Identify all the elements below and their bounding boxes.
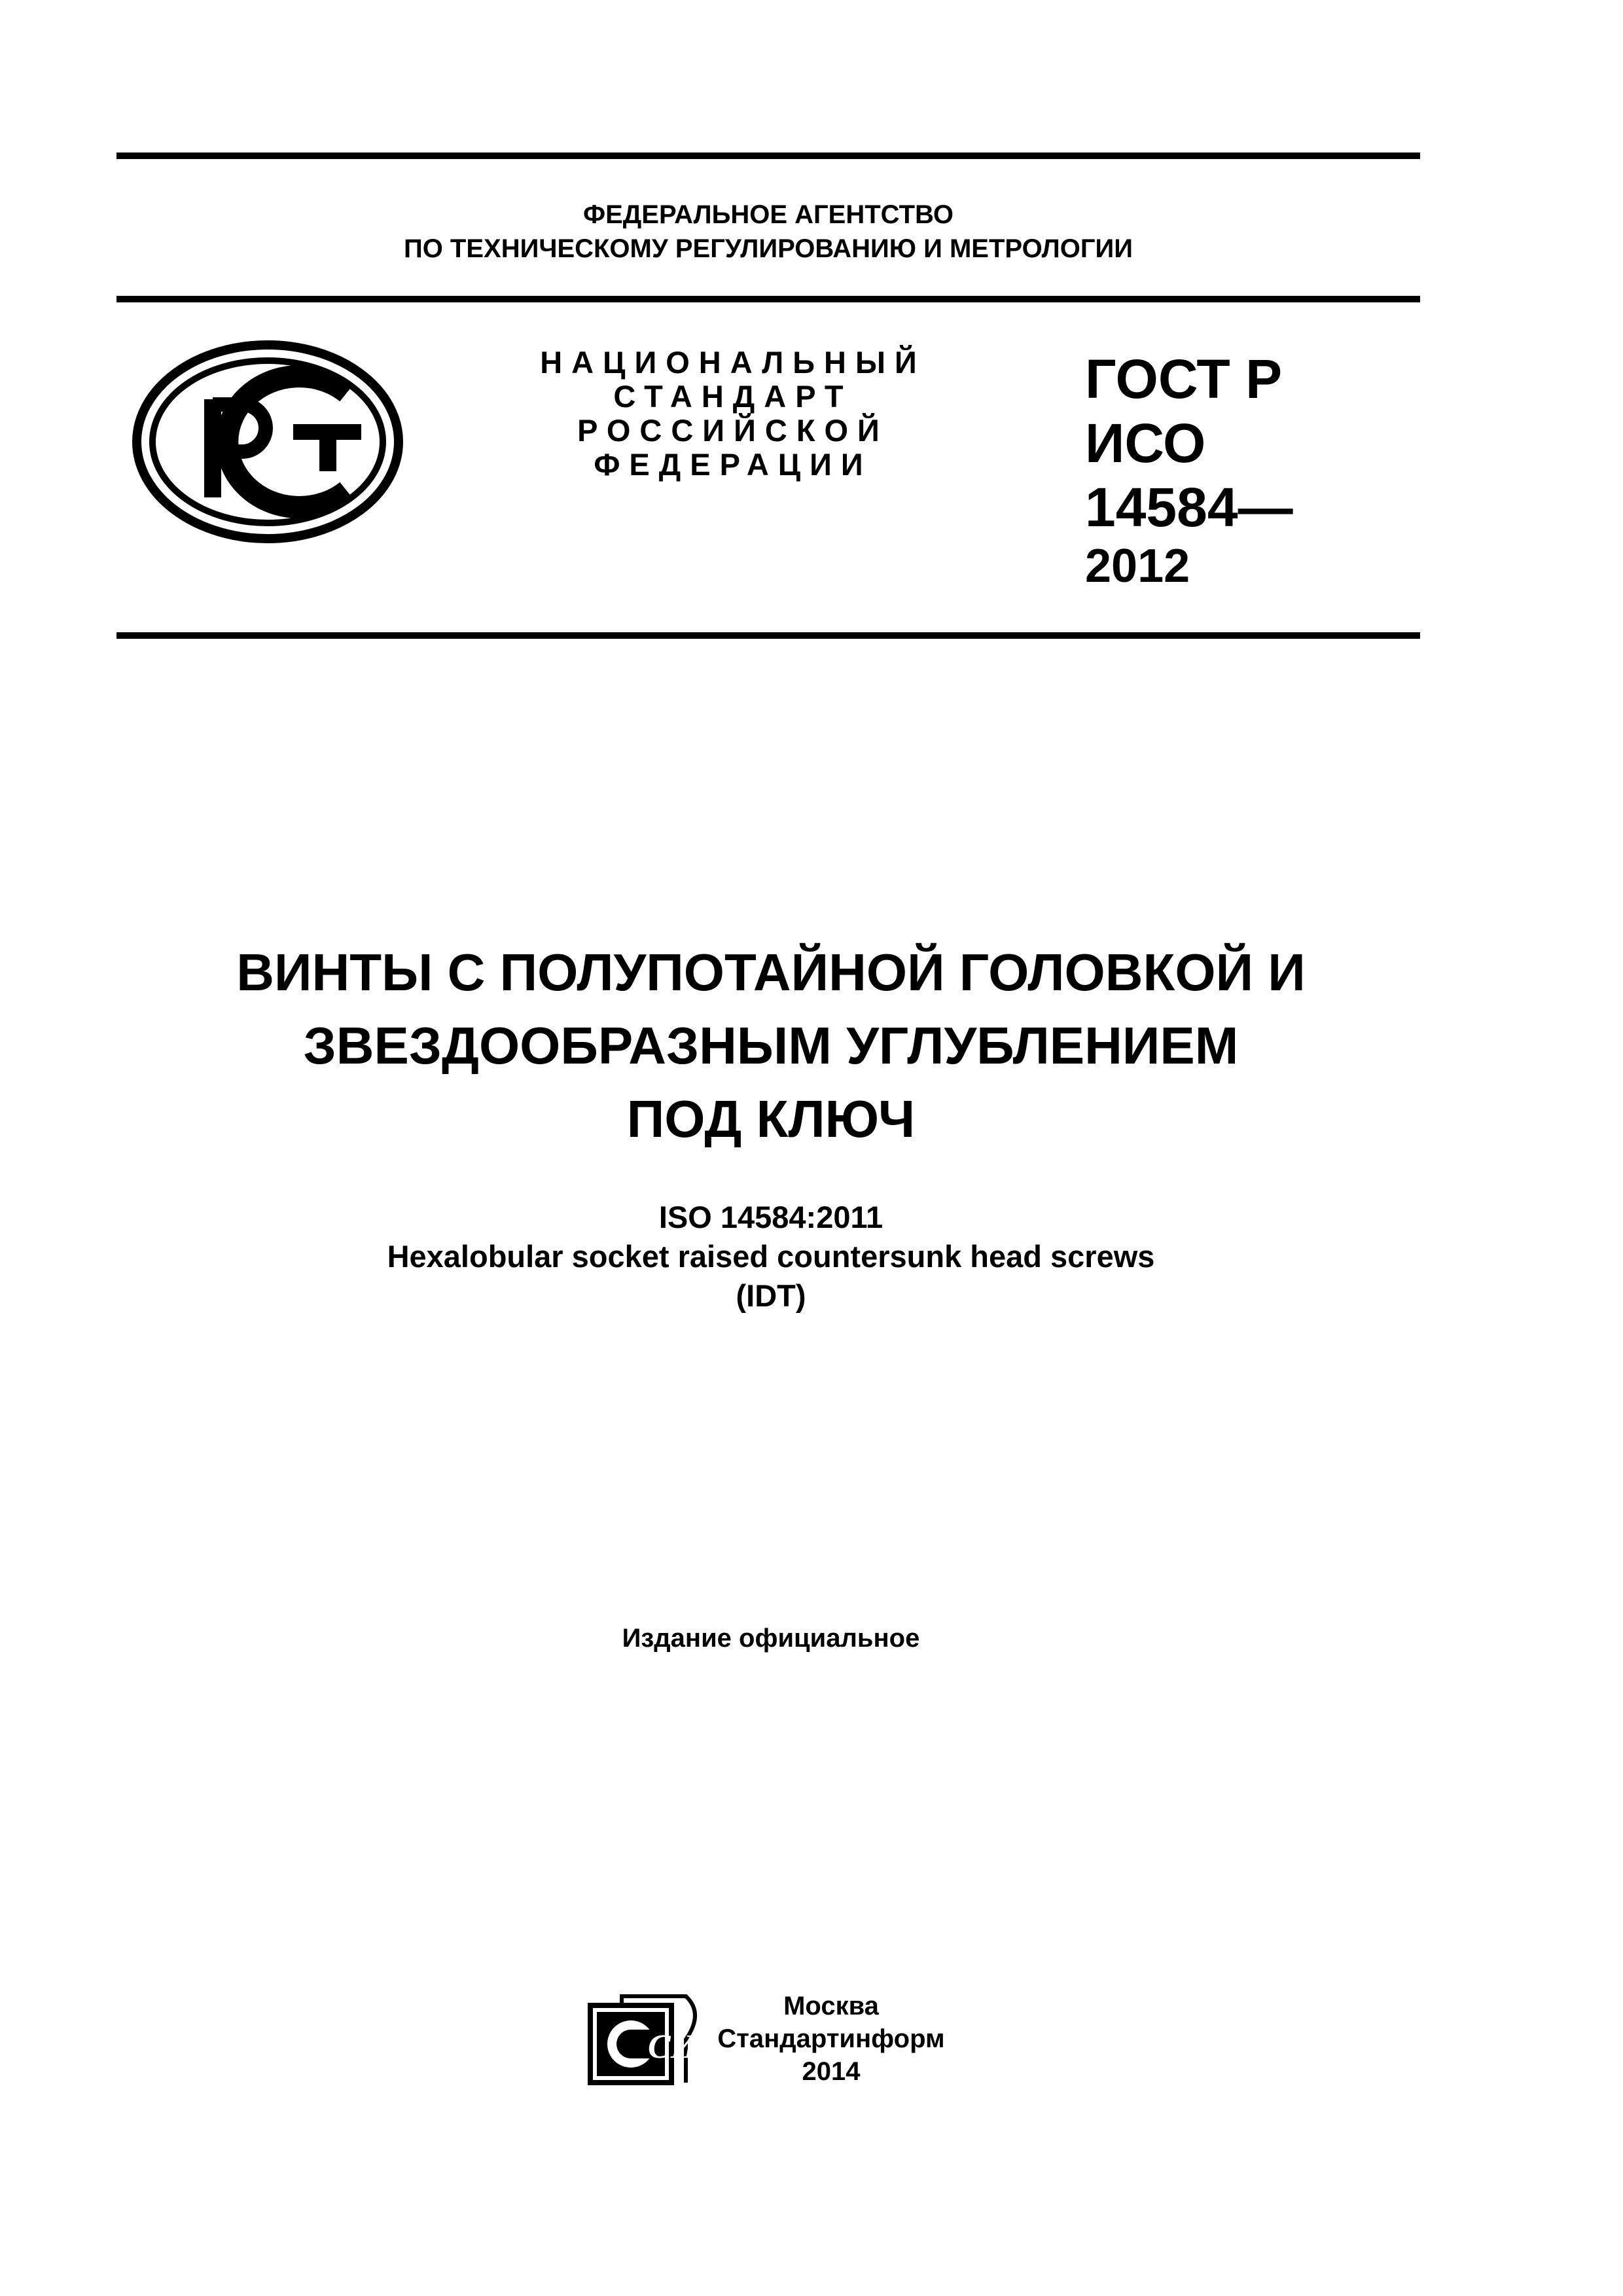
publisher-name: Стандартинформ (717, 2024, 945, 2053)
agency-line-1: ФЕДЕРАЛЬНОЕ АГЕНТСТВО (582, 200, 954, 229)
title-line-2: ЗВЕЗДООБРАЗНЫМ УГЛУБЛЕНИЕМ (303, 1016, 1239, 1075)
publisher-city: Москва (783, 1992, 879, 2020)
designation-line-3: 14584— (1085, 476, 1293, 538)
publisher-info (713, 1990, 949, 2088)
masthead-bottom-rule (116, 632, 1420, 639)
iso-reference (116, 1198, 1425, 1316)
iso-equivalence: (IDT) (736, 1278, 806, 1313)
standard-type-label (497, 346, 969, 482)
designation-line-1: ГОСТ Р (1085, 348, 1283, 410)
iso-code: ISO 14584:2011 (658, 1200, 883, 1234)
standard-type-line-2: СТАНДАРТ (613, 379, 853, 414)
document-title (116, 936, 1425, 1156)
standard-designation (1085, 347, 1293, 593)
top-rule (116, 152, 1420, 159)
title-line-3: ПОД КЛЮЧ (626, 1090, 916, 1148)
header-rule (116, 296, 1420, 302)
standard-type-line-4: ФЕДЕРАЦИИ (594, 447, 872, 482)
standartinform-logo-icon (588, 1994, 708, 2085)
designation-year: 2012 (1085, 540, 1190, 592)
agency-name (116, 198, 1420, 266)
rst-mark-icon (131, 339, 404, 545)
standard-type-line-3: РОССИЙСКОЙ (577, 413, 889, 448)
svg-text:СИ: СИ (648, 2028, 698, 2066)
edition-label: Издание официальное (622, 1624, 920, 1653)
iso-english-title: Hexalobular socket raised countersunk head screws (387, 1239, 1155, 1274)
title-line-1: ВИНТЫ С ПОЛУПОТАЙНОЙ ГОЛОВКОЙ И (236, 943, 1306, 1001)
standard-type-line-1: НАЦИОНАЛЬНЫЙ (540, 345, 926, 380)
agency-line-2: ПО ТЕХНИЧЕСКОМУ РЕГУЛИРОВАНИЮ И МЕТРОЛОГИИ (403, 234, 1133, 263)
publisher-year: 2014 (802, 2057, 861, 2086)
designation-line-2: ИСО (1085, 412, 1206, 474)
